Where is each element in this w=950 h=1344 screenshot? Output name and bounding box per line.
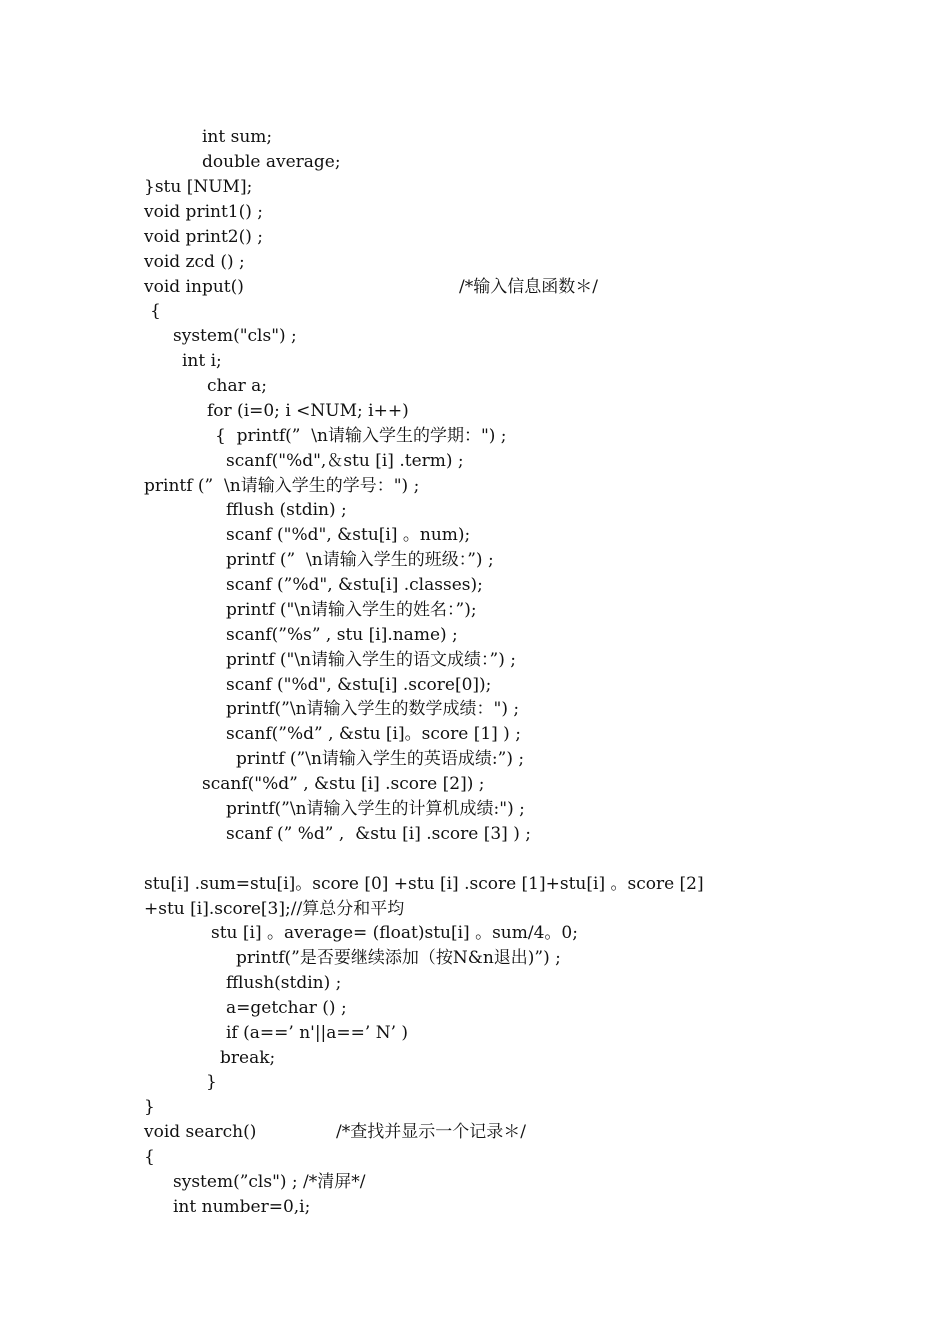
- code-line: scanf (”%d", &stu[i] .classes);: [226, 575, 483, 595]
- code-line: scanf (” %d” , &stu [i] .score [3] ) ;: [226, 824, 531, 844]
- code-line: }stu [NUM];: [144, 177, 253, 197]
- code-line: stu[i] .sum=stu[i]。score [0] +stu [i] .score [1]+stu[i] 。score [2]: [144, 874, 704, 894]
- code-line: scanf("%d” , &stu [i] .score [2]) ;: [202, 774, 485, 794]
- code-line: fflush(stdin) ;: [226, 973, 342, 993]
- code-line: scanf ("%d", &stu[i] .score[0]);: [226, 675, 492, 695]
- code-line: printf ("\n请输入学生的语文成绩：”) ;: [226, 650, 517, 670]
- code-line: void zcd () ;: [144, 252, 245, 272]
- code-line: int i;: [182, 351, 222, 371]
- code-line: printf(”\n请输入学生的数学成绩：") ;: [226, 699, 520, 719]
- code-line: system("cls") ;: [173, 326, 297, 346]
- code-line: a=getchar () ;: [226, 998, 347, 1018]
- code-line: }: [144, 1097, 155, 1117]
- code-line: void input(): [144, 277, 244, 297]
- code-line: char a;: [207, 376, 267, 396]
- code-line: double average;: [202, 152, 341, 172]
- code-line: scanf(”%d” , &stu [i]。score [1] ) ;: [226, 724, 521, 744]
- code-line: void search(): [144, 1122, 257, 1142]
- code-line: printf ("\n请输入学生的姓名：”);: [226, 600, 477, 620]
- code-line: for (i=0; i <NUM; i++): [207, 401, 409, 421]
- code-line: stu [i] 。average= (float)stu[i] 。sum/4。0;: [211, 923, 578, 943]
- code-line: scanf("%d",＆stu [i] .term) ;: [226, 451, 464, 471]
- code-line: scanf ("%d", &stu[i] 。num);: [226, 525, 471, 545]
- code-line: +stu [i].score[3];//算总分和平均: [144, 899, 405, 919]
- code-line: {: [150, 301, 161, 321]
- code-line: int sum;: [202, 127, 273, 147]
- code-line: }: [206, 1072, 217, 1092]
- code-line: printf (” \n请输入学生的学号：") ;: [144, 476, 420, 496]
- code-line: { printf(” \n请输入学生的学期：") ;: [215, 426, 507, 446]
- code-line: break;: [220, 1048, 276, 1068]
- code-line: if (a==’ n'||a==’ N’ ): [226, 1023, 409, 1043]
- code-line: {: [144, 1147, 155, 1167]
- code-line: printf(”\n请输入学生的计算机成绩:") ;: [226, 799, 525, 819]
- code-line: void print2() ;: [144, 227, 263, 247]
- code-line: void print1() ;: [144, 202, 263, 222]
- code-line: system(”cls") ; /*清屏*/: [173, 1172, 366, 1192]
- code-line: int number=0,i;: [173, 1197, 311, 1217]
- code-line: printf (” \n请输入学生的班级：”) ;: [226, 550, 494, 570]
- code-comment: /*查找并显示一个记录＊/: [336, 1122, 526, 1142]
- code-comment: /*输入信息函数＊/: [459, 277, 598, 297]
- code-line: scanf(”%s” , stu [i].name) ;: [226, 625, 458, 645]
- code-line: printf (”\n请输入学生的英语成绩:”) ;: [236, 749, 525, 769]
- code-line: fflush (stdin) ;: [226, 500, 347, 520]
- code-line: printf(”是否要继续添加（按N&n退出)”) ;: [236, 948, 561, 968]
